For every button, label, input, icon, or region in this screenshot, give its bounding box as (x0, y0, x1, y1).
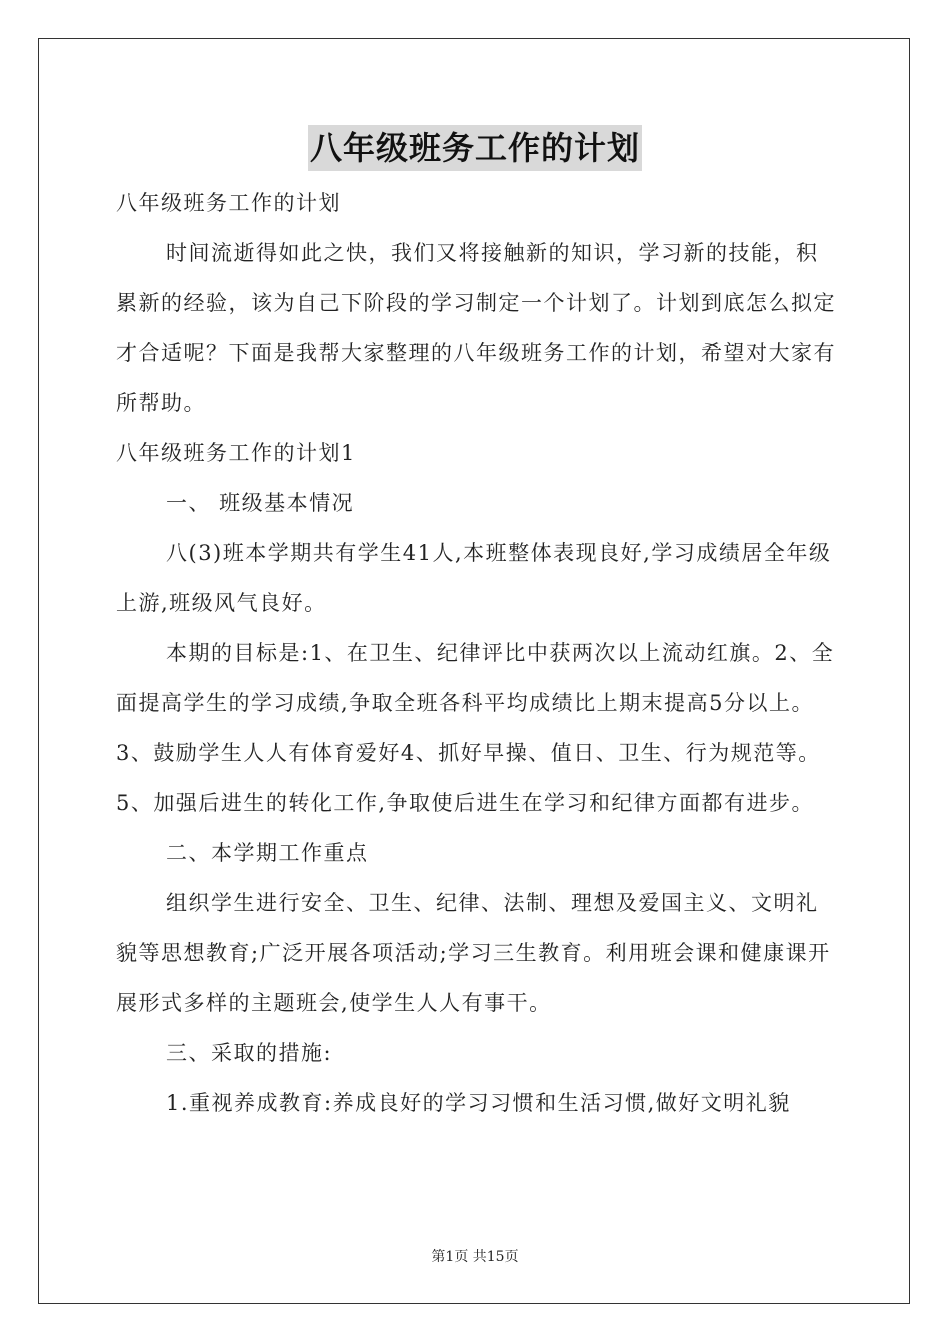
paragraph-heading-3: 三、采取的措施: (166, 1041, 333, 1065)
page-footer: 第1页 共15页 (431, 1249, 519, 1265)
document-title: 八年级班务工作的计划 (308, 125, 642, 171)
paragraph-heading-1: 一、 班级基本情况 (166, 491, 355, 515)
paragraph-focus: 组织学生进行安全、卫生、纪律、法制、理想及爱国主义、文明礼貌等思想教育;广泛开展各项活动;学习三生教育。利用班会课和健康课开展形式多样的主题班会,使学生人人有事干。 (116, 891, 831, 1015)
paragraph-heading-2: 二、本学期工作重点 (166, 841, 369, 865)
paragraph-intro: 时间流逝得如此之快，我们又将接触新的知识，学习新的技能，积累新的经验，该为自己下阶段的学习制定一个计划了。计划到底怎么拟定才合适呢？下面是我帮大家整理的八年级班务工作的计划，希望对大家有所帮助。 (116, 241, 836, 415)
paragraph-subtitle: 八年级班务工作的计划 (116, 191, 341, 215)
paragraph-class-info: 八(3)班本学期共有学生41人,本班整体表现良好,学习成绩居全年级上游,班级风气良好。 (116, 541, 832, 615)
paragraph-section-heading: 八年级班务工作的计划1 (116, 441, 356, 465)
title-container (0, 125, 950, 171)
paragraph-measure-1: 1.重视养成教育:养成良好的学习习惯和生活习惯,做好文明礼貌 (166, 1091, 791, 1115)
paragraph-goals: 本期的目标是:1、在卫生、纪律评比中获两次以上流动红旗。2、全面提高学生的学习成绩,争取全班各科平均成绩比上期末提高5分以上。3、鼓励学生人人有体育爱好4、抓好早操、值日、卫生、行为规范等。 5、加强后进生的转化工作,争取使后进生在学习和纪律方面都有进步。 (116, 641, 835, 815)
document-body (116, 178, 836, 1128)
